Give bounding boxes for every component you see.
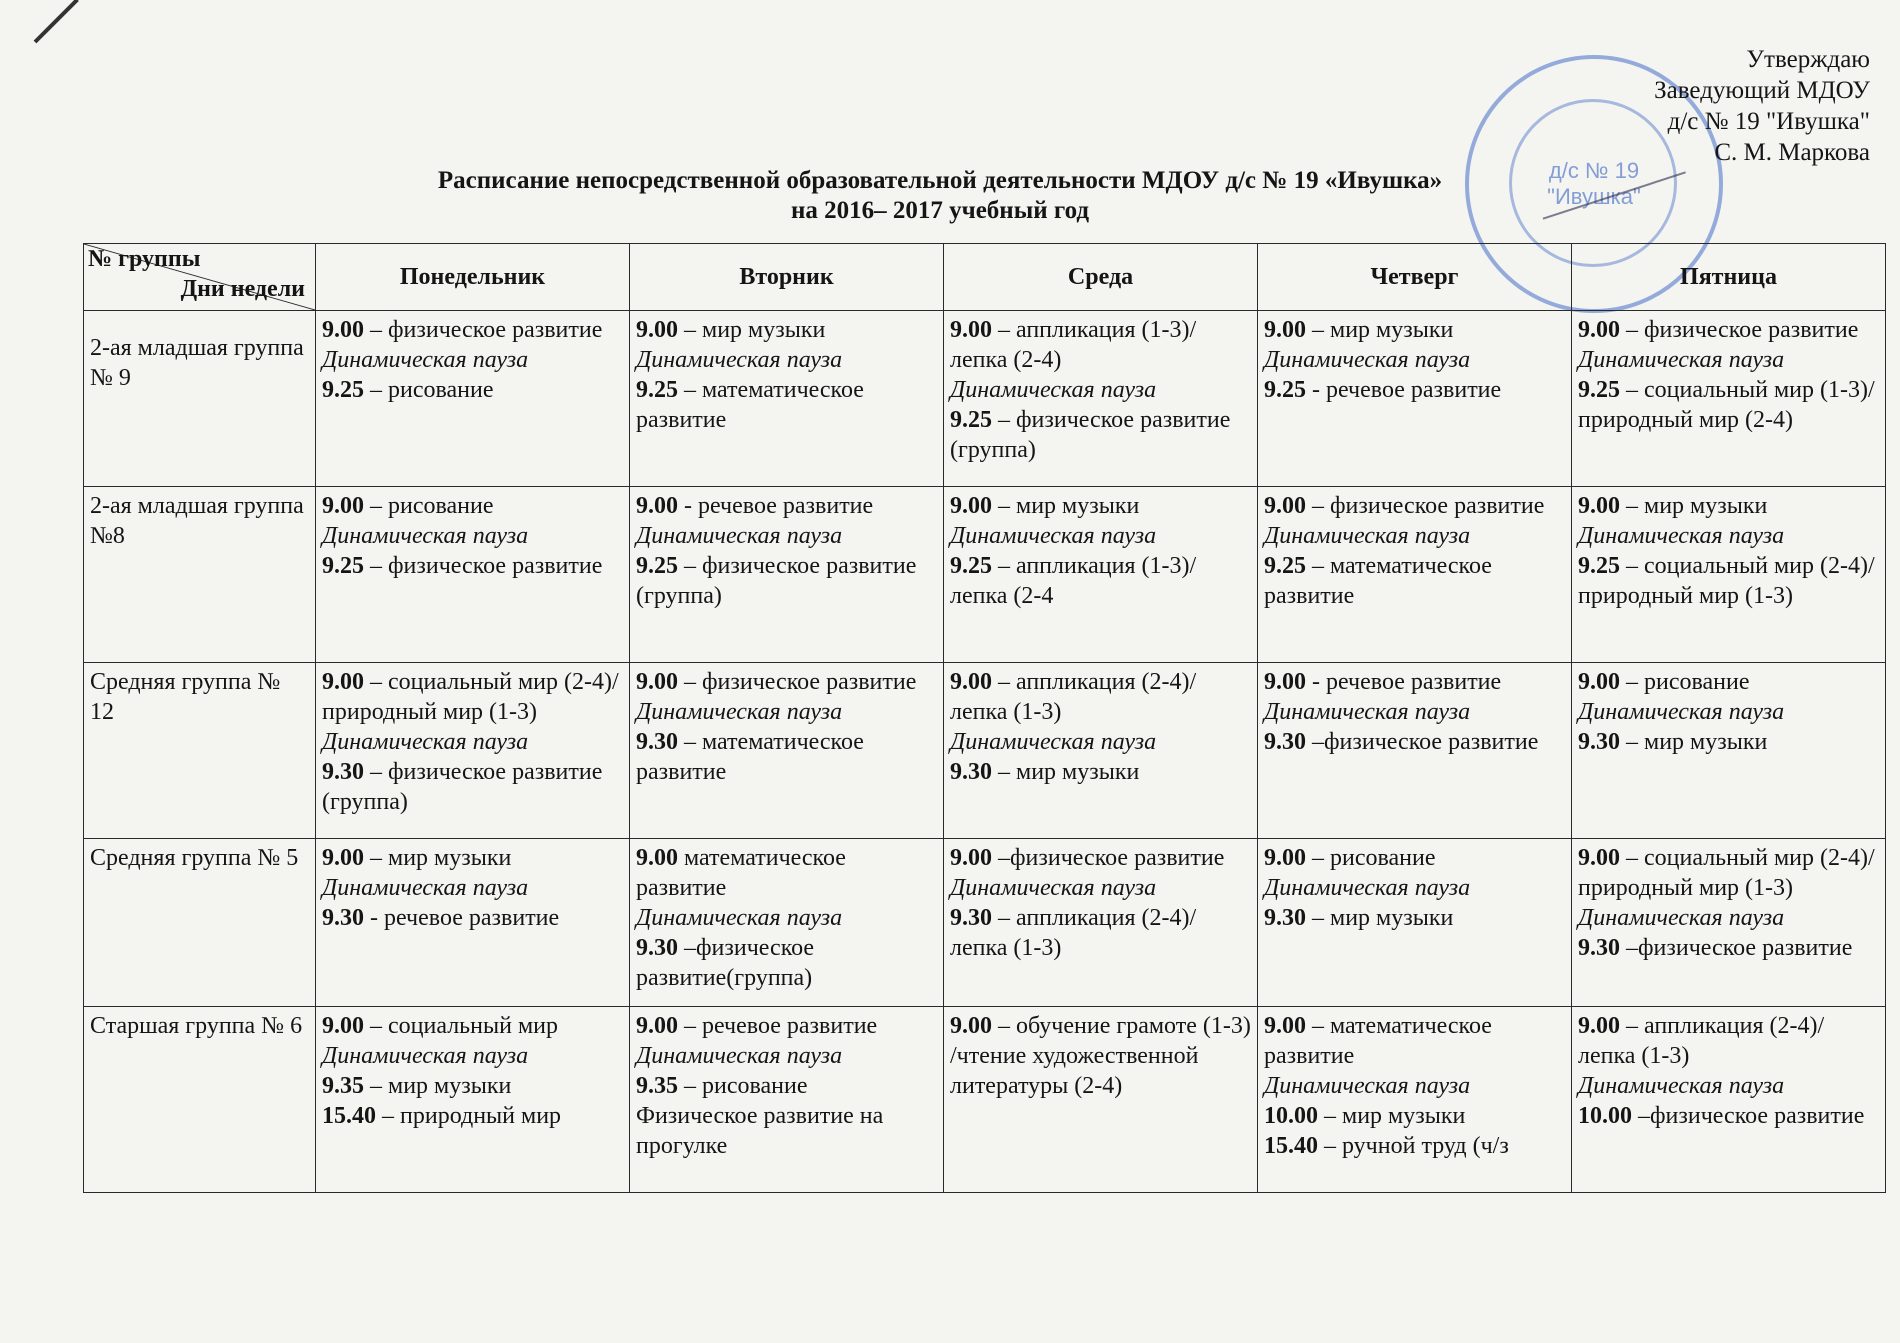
activity-line	[1264, 551, 1565, 611]
activity-time: 9.25	[1578, 377, 1620, 403]
activity-time: 15.40	[322, 1103, 376, 1129]
activity-text: – обучение грамоте (1-3) /чтение художественной литературы (2-4)	[950, 1013, 1251, 1099]
corner-group-label: № группы	[88, 246, 201, 272]
activity-line	[636, 1071, 937, 1101]
activity-time: 9.30	[322, 905, 364, 931]
activity-line	[1578, 727, 1879, 757]
day-header: Среда	[944, 244, 1258, 311]
activity-text: – аппликация (2-4)/ лепка (1-3)	[950, 669, 1197, 725]
activity-line	[1578, 933, 1879, 963]
schedule-cell	[1258, 839, 1572, 1007]
activity-text: – рисование	[364, 493, 494, 519]
activity-line	[950, 405, 1251, 465]
dynamic-pause: Динамическая пауза	[1578, 905, 1785, 931]
schedule-cell	[316, 663, 630, 839]
dynamic-pause: Динамическая пауза	[322, 1043, 529, 1069]
activity-text: – мир музыки	[1306, 905, 1454, 931]
activity-time: 9.30	[950, 759, 992, 785]
activity-text: – мир музыки	[992, 759, 1140, 785]
activity-line	[636, 491, 937, 521]
group-name-cell: Старшая группа № 6	[84, 1007, 316, 1193]
activity-text: –физическое развитие	[1632, 1103, 1865, 1129]
activity-text: – физическое развитие	[1306, 493, 1545, 519]
activity-line	[1578, 1011, 1879, 1071]
activity-text: математическое развитие	[636, 845, 846, 901]
activity-line	[950, 843, 1251, 873]
activity-line	[1578, 843, 1879, 903]
activity-time: 9.00	[1578, 845, 1620, 871]
activity-time: 9.25	[1578, 553, 1620, 579]
dynamic-pause: Динамическая пауза	[1264, 699, 1471, 725]
activity-text: – физическое развитие	[364, 553, 603, 579]
approval-line-3: д/с № 19 "Ивушка"	[1667, 108, 1870, 135]
activity-line	[636, 551, 937, 611]
activity-text: - речевое развитие	[364, 905, 560, 931]
dynamic-pause: Динамическая пауза	[950, 377, 1157, 403]
activity-text: – рисование	[678, 1073, 808, 1099]
activity-time: 9.00	[950, 845, 992, 871]
schedule-cell	[316, 487, 630, 663]
activity-text: – рисование	[1306, 845, 1436, 871]
page-title: Расписание непосредственной образовательной деятельности МДОУ д/с № 19 «Ивушка»	[437, 167, 1443, 194]
activity-line	[636, 375, 937, 435]
activity-text: – физическое развитие	[678, 669, 917, 695]
activity-time: 9.30	[1264, 905, 1306, 931]
dynamic-pause: Динамическая пауза	[1578, 1073, 1785, 1099]
activity-time: 9.00	[1264, 669, 1306, 695]
dynamic-pause: Динамическая пауза	[1264, 1073, 1471, 1099]
activity-line	[1578, 315, 1879, 345]
dynamic-pause: Динамическая пауза	[950, 875, 1157, 901]
activity-text: – рисование	[1620, 669, 1750, 695]
activity-time: 9.35	[636, 1073, 678, 1099]
activity-time: 9.00	[636, 1013, 678, 1039]
schedule-cell	[630, 487, 944, 663]
day-header: Четверг	[1258, 244, 1572, 311]
activity-line	[322, 667, 623, 727]
dynamic-pause: Динамическая пауза	[1264, 523, 1471, 549]
schedule-cell	[1572, 1007, 1886, 1193]
activity-text: - речевое развитие	[1306, 669, 1502, 695]
activity-time: 9.25	[1264, 377, 1306, 403]
activity-line	[950, 667, 1251, 727]
schedule-cell	[944, 311, 1258, 487]
activity-time: 9.00	[322, 1013, 364, 1039]
activity-text: –физическое развитие	[1620, 935, 1853, 961]
activity-time: 9.00	[950, 669, 992, 695]
activity-line	[322, 843, 623, 873]
activity-line	[636, 727, 937, 787]
activity-line	[950, 491, 1251, 521]
schedule-cell	[1258, 1007, 1572, 1193]
activity-line	[950, 1011, 1251, 1101]
group-name-cell: Средняя группа № 5	[84, 839, 316, 1007]
approval-line-2: Заведующий МДОУ	[1654, 77, 1870, 104]
schedule-cell	[1258, 487, 1572, 663]
schedule-cell	[316, 1007, 630, 1193]
activity-line	[1578, 1101, 1879, 1131]
activity-line	[1264, 1131, 1565, 1161]
schedule-cell	[1572, 311, 1886, 487]
schedule-cell	[1572, 839, 1886, 1007]
activity-time: 9.00	[322, 845, 364, 871]
activity-line	[950, 315, 1251, 375]
schedule-cell	[944, 839, 1258, 1007]
activity-time: 9.25	[950, 407, 992, 433]
activity-text: – мир музыки	[1318, 1103, 1466, 1129]
day-header: Пятница	[1572, 244, 1886, 311]
activity-text: – аппликация (1-3)/ лепка (2-4)	[950, 317, 1197, 373]
activity-time: 15.40	[1264, 1133, 1318, 1159]
activity-text: – мир музыки	[1306, 317, 1454, 343]
activity-line	[322, 491, 623, 521]
schedule-cell	[944, 1007, 1258, 1193]
schedule-cell	[630, 839, 944, 1007]
group-name-cell: Средняя группа № 12	[84, 663, 316, 839]
activity-line	[1264, 375, 1565, 405]
activity-time: 9.00	[950, 493, 992, 519]
activity-line	[1264, 1101, 1565, 1131]
activity-time: 9.30	[1578, 935, 1620, 961]
activity-text: - речевое развитие	[678, 493, 874, 519]
activity-time: 9.25	[322, 553, 364, 579]
corner-days-label: Дни недели	[180, 276, 305, 302]
dynamic-pause: Динамическая пауза	[1578, 523, 1785, 549]
activity-line	[1578, 551, 1879, 611]
group-name-cell: 2-ая младшая группа №8	[84, 487, 316, 663]
activity-time: 9.00	[1578, 317, 1620, 343]
activity-time: 9.00	[1264, 317, 1306, 343]
activity-text: – мир музыки	[678, 317, 826, 343]
table-row	[84, 487, 1886, 663]
table-row	[84, 1007, 1886, 1193]
approval-block	[1654, 44, 1870, 168]
dynamic-pause: Динамическая пауза	[322, 729, 529, 755]
activity-time: 9.00	[636, 493, 678, 519]
activity-time: 9.00	[636, 845, 678, 871]
activity-line	[950, 551, 1251, 611]
schedule-cell	[1572, 487, 1886, 663]
table-row	[84, 311, 1886, 487]
activity-line	[322, 1011, 623, 1041]
schedule-cell	[944, 487, 1258, 663]
activity-text: – социальный мир (2-4)/природный мир (1-3)	[1578, 845, 1875, 901]
activity-text: – социальный мир (2-4)/природный мир (1-3)	[1578, 553, 1875, 609]
activity-text: – социальный мир (2-4)/природный мир (1-3)	[322, 669, 619, 725]
activity-line	[1264, 903, 1565, 933]
activity-line	[636, 315, 937, 345]
activity-time: 9.30	[636, 729, 678, 755]
activity-line	[636, 1011, 937, 1041]
dynamic-pause: Динамическая пауза	[322, 347, 529, 373]
activity-time: 9.25	[636, 553, 678, 579]
activity-text: – математическое развитие	[1264, 553, 1492, 609]
activity-text: – математическое развитие	[636, 729, 864, 785]
activity-time: 9.30	[1578, 729, 1620, 755]
activity-time: 9.00	[1264, 845, 1306, 871]
activity-text: – мир музыки	[364, 1073, 512, 1099]
schedule-cell	[630, 1007, 944, 1193]
activity-time: 9.25	[322, 377, 364, 403]
activity-text: – аппликация (2-4)/ лепка (1-3)	[1578, 1013, 1825, 1069]
activity-time: 9.00	[1264, 493, 1306, 519]
activity-line	[1264, 315, 1565, 345]
activity-text: – физическое развитие (группа)	[636, 553, 917, 609]
approval-line-1: Утверждаю	[1746, 46, 1870, 73]
activity-text: – мир музыки	[1620, 493, 1768, 519]
activity-line	[322, 315, 623, 345]
activity-line	[1578, 375, 1879, 435]
table-row	[84, 663, 1886, 839]
activity-text: –физическое развитие	[1306, 729, 1539, 755]
activity-text: – физическое развитие (группа)	[950, 407, 1231, 463]
table-row	[84, 839, 1886, 1007]
activity-text: – математическое развитие	[636, 377, 864, 433]
schedule-cell	[1258, 663, 1572, 839]
day-header: Понедельник	[316, 244, 630, 311]
activity-text: – мир музыки	[364, 845, 512, 871]
activity-time: 9.00	[950, 1013, 992, 1039]
pen-mark	[34, 0, 79, 43]
activity-line	[1578, 667, 1879, 697]
activity-time: 9.00	[636, 317, 678, 343]
dynamic-pause: Динамическая пауза	[950, 523, 1157, 549]
dynamic-pause: Динамическая пауза	[636, 905, 843, 931]
activity-time: 9.00	[322, 317, 364, 343]
activity-time: 10.00	[1578, 1103, 1632, 1129]
activity-line: Физическое развитие на прогулке	[636, 1103, 884, 1159]
activity-text: – физическое развитие (группа)	[322, 759, 603, 815]
activity-text: – мир музыки	[1620, 729, 1768, 755]
activity-time: 9.00	[322, 669, 364, 695]
schedule-cell	[630, 311, 944, 487]
activity-line	[950, 757, 1251, 787]
activity-line	[322, 1071, 623, 1101]
schedule-table	[83, 243, 1886, 1193]
activity-line	[1264, 491, 1565, 521]
activity-text: – социальный мир	[364, 1013, 558, 1039]
activity-text: – социальный мир (1-3)/природный мир (2-4)	[1578, 377, 1875, 433]
schedule-cell	[1258, 311, 1572, 487]
table-header-row	[84, 244, 1886, 311]
activity-text: – ручной труд (ч/з	[1318, 1133, 1509, 1159]
activity-text: – рисование	[364, 377, 494, 403]
activity-line	[636, 933, 937, 993]
activity-time: 9.00	[636, 669, 678, 695]
activity-line	[322, 903, 623, 933]
group-name-cell: 2-ая младшая группа № 9	[84, 311, 316, 487]
dynamic-pause: Динамическая пауза	[1264, 347, 1471, 373]
activity-text: – аппликация (1-3)/ лепка (2-4	[950, 553, 1197, 609]
activity-line	[950, 903, 1251, 963]
activity-line	[1578, 491, 1879, 521]
activity-time: 9.00	[1578, 1013, 1620, 1039]
activity-text: –физическое развитие	[992, 845, 1225, 871]
activity-line	[1264, 1011, 1565, 1071]
activity-time: 9.30	[636, 935, 678, 961]
activity-time: 10.00	[1264, 1103, 1318, 1129]
activity-line	[322, 551, 623, 581]
activity-time: 9.00	[322, 493, 364, 519]
activity-time: 9.30	[950, 905, 992, 931]
activity-text: – мир музыки	[992, 493, 1140, 519]
activity-line	[1264, 727, 1565, 757]
dynamic-pause: Динамическая пауза	[636, 699, 843, 725]
dynamic-pause: Динамическая пауза	[1264, 875, 1471, 901]
activity-line	[322, 375, 623, 405]
activity-time: 9.25	[636, 377, 678, 403]
dynamic-pause: Динамическая пауза	[322, 875, 529, 901]
activity-time: 9.30	[322, 759, 364, 785]
activity-text: – аппликация (2-4)/ лепка (1-3)	[950, 905, 1197, 961]
activity-text: – физическое развитие	[1620, 317, 1859, 343]
dynamic-pause: Динамическая пауза	[950, 729, 1157, 755]
activity-time: 9.25	[1264, 553, 1306, 579]
activity-time: 9.00	[950, 317, 992, 343]
approval-line-4: С. М. Маркова	[1714, 139, 1870, 166]
dynamic-pause: Динамическая пауза	[636, 347, 843, 373]
schedule-cell	[630, 663, 944, 839]
activity-text: – физическое развитие	[364, 317, 603, 343]
activity-time: 9.00	[1578, 493, 1620, 519]
activity-line	[322, 757, 623, 817]
activity-line	[636, 667, 937, 697]
activity-text: – математическое развитие	[1264, 1013, 1492, 1069]
schedule-cell	[1572, 663, 1886, 839]
activity-line	[1264, 843, 1565, 873]
activity-text: – природный мир	[376, 1103, 562, 1129]
dynamic-pause: Динамическая пауза	[636, 1043, 843, 1069]
corner-header	[84, 244, 316, 311]
schedule-cell	[316, 311, 630, 487]
activity-time: 9.00	[1578, 669, 1620, 695]
dynamic-pause: Динамическая пауза	[636, 523, 843, 549]
schedule-cell	[944, 663, 1258, 839]
dynamic-pause: Динамическая пауза	[322, 523, 529, 549]
activity-text: – речевое развитие	[678, 1013, 878, 1039]
activity-text: –физическое развитие(группа)	[636, 935, 815, 991]
activity-line	[636, 843, 937, 903]
stamp-seal: д/с № 19 "Ивушка"	[1465, 55, 1723, 313]
activity-time: 9.30	[1264, 729, 1306, 755]
activity-time: 9.00	[1264, 1013, 1306, 1039]
activity-time: 9.35	[322, 1073, 364, 1099]
activity-time: 9.25	[950, 553, 992, 579]
dynamic-pause: Динамическая пауза	[1578, 347, 1785, 373]
schedule-cell	[316, 839, 630, 1007]
day-header: Вторник	[630, 244, 944, 311]
dynamic-pause: Динамическая пауза	[1578, 699, 1785, 725]
page-subtitle: на 2016– 2017 учебный год	[790, 197, 1090, 224]
activity-line	[1264, 667, 1565, 697]
activity-line	[322, 1101, 623, 1131]
activity-text: - речевое развитие	[1306, 377, 1502, 403]
